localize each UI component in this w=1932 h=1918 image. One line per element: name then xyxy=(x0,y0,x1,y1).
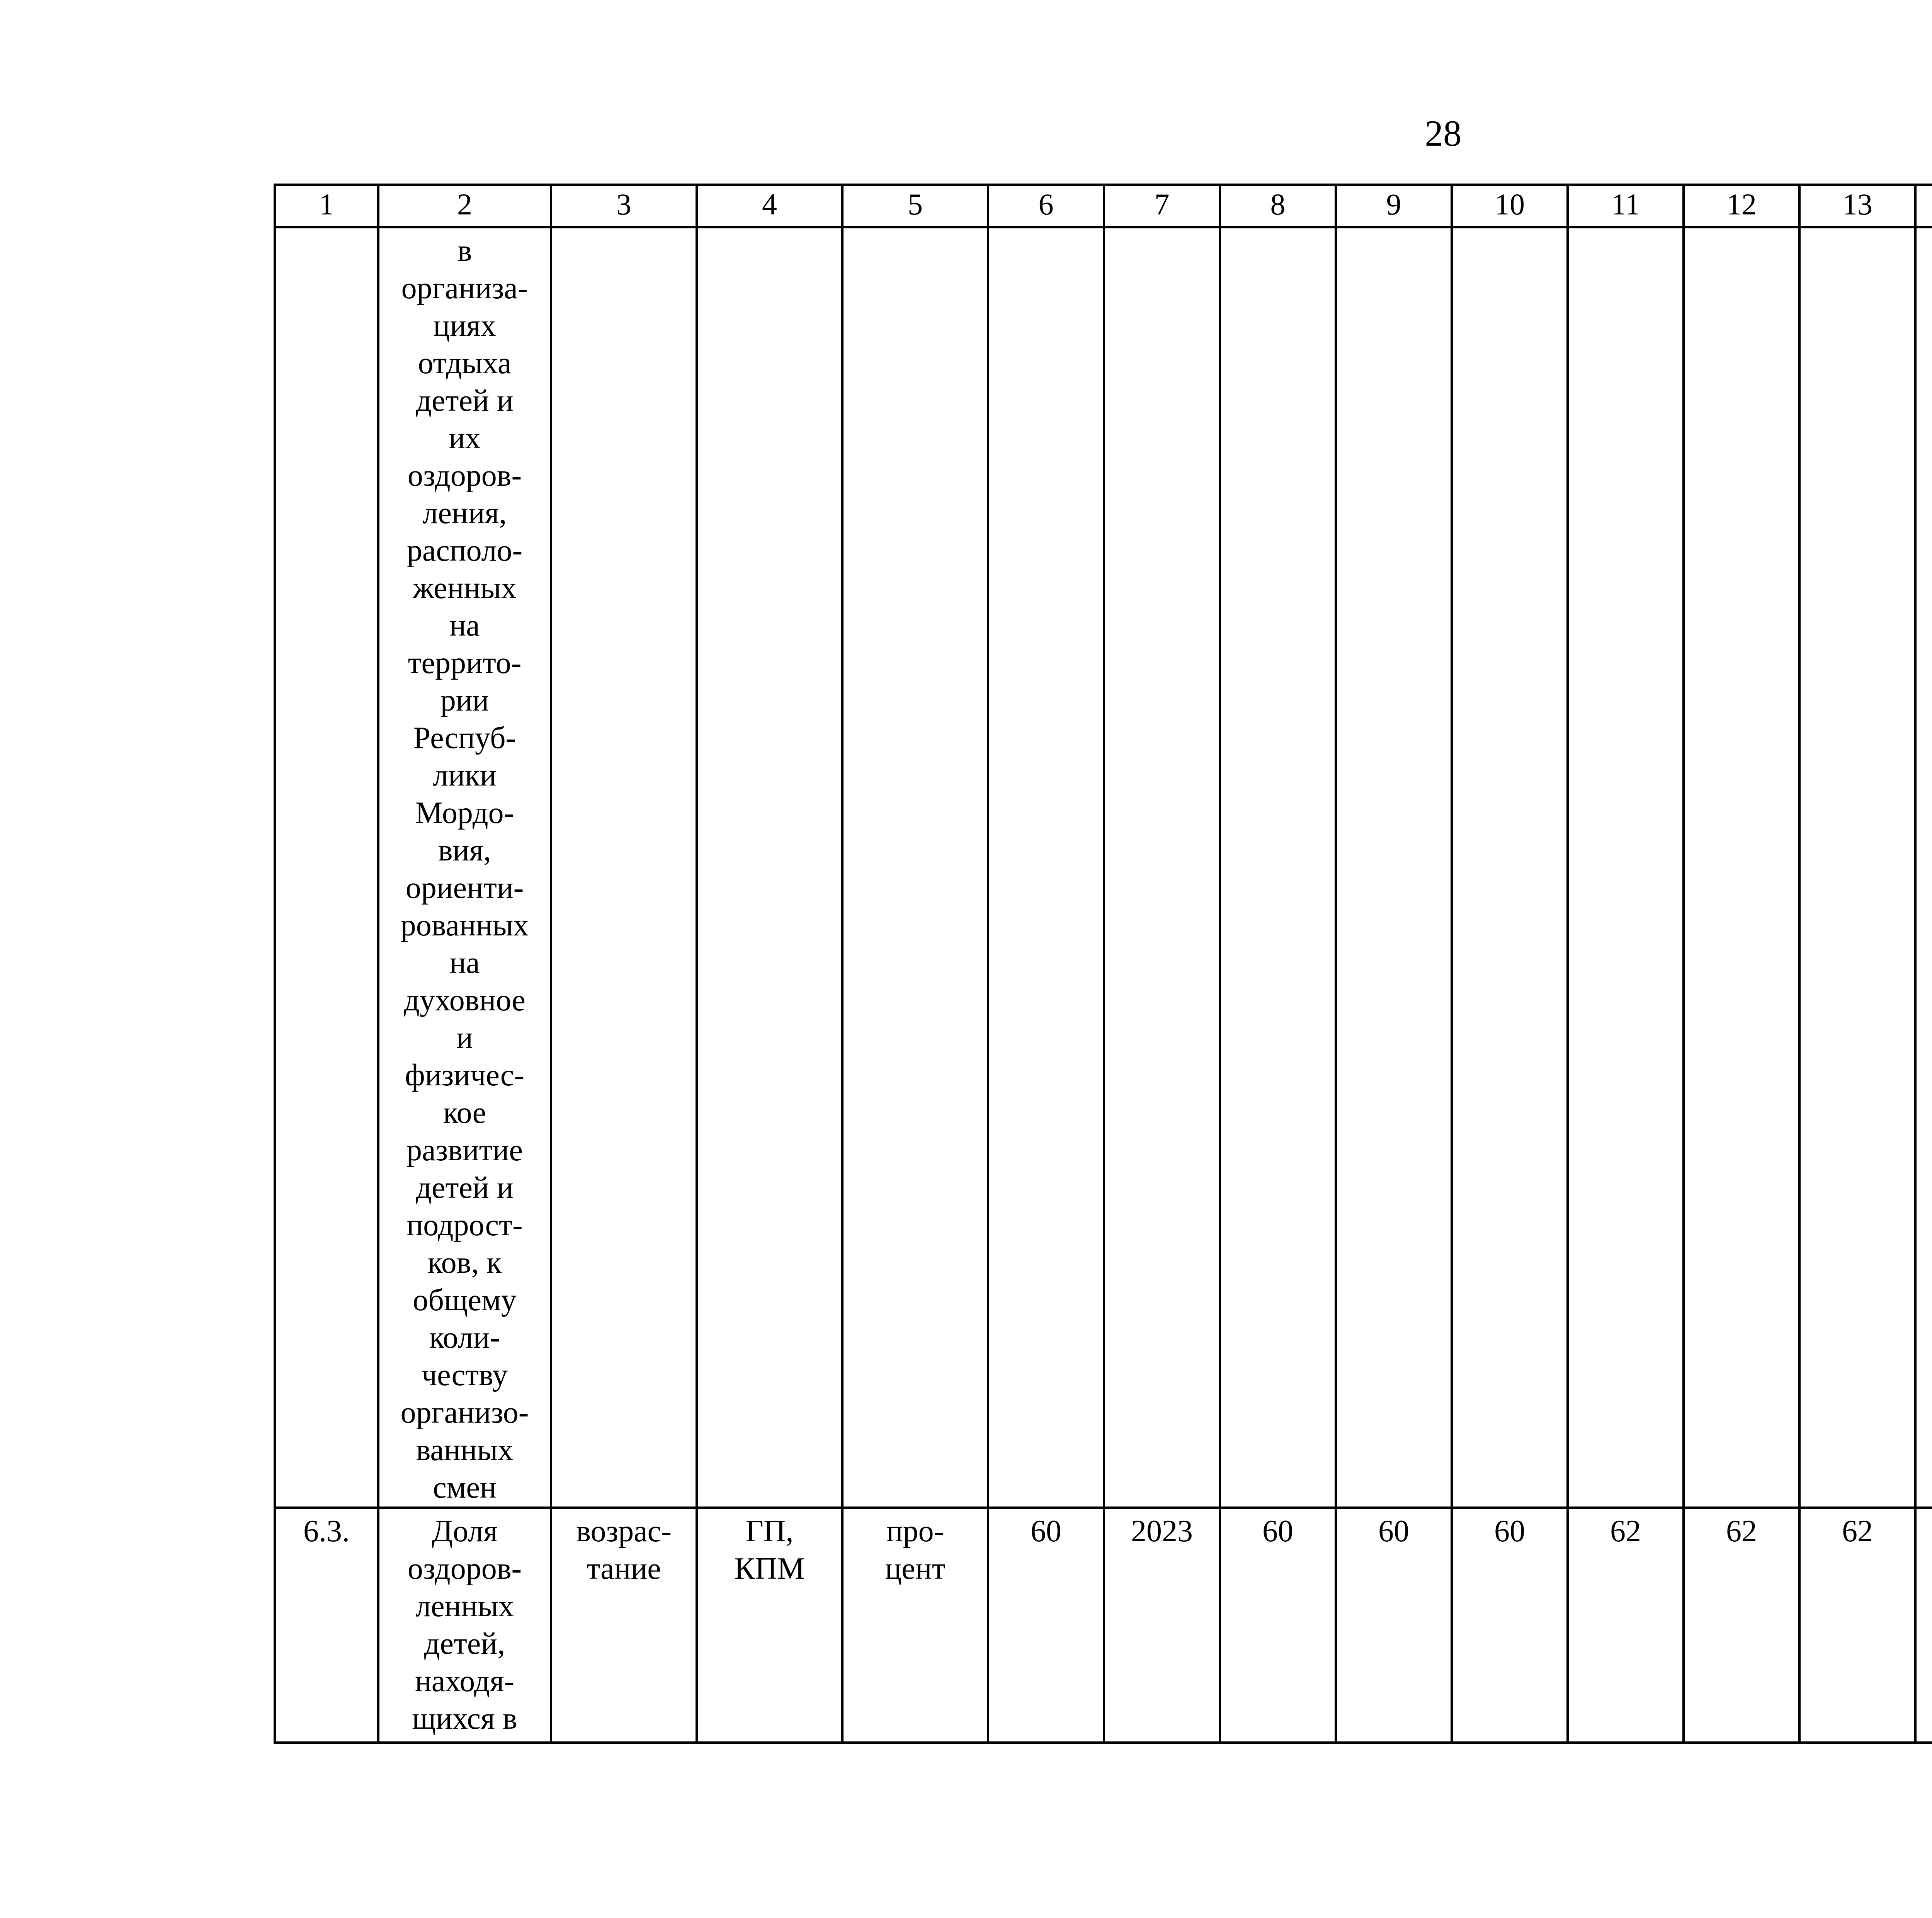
cell-text-line: тание xyxy=(587,1552,661,1586)
cell-text-line: оздоров- xyxy=(407,459,522,493)
cell-text-line: 62 xyxy=(1726,1514,1757,1548)
column-number-cell: 11 xyxy=(1568,185,1684,227)
column-number-row xyxy=(275,185,1932,227)
cell-text-line: их xyxy=(449,421,481,455)
cell-text-line: честву xyxy=(421,1358,508,1392)
column-number-cell: 9 xyxy=(1336,185,1452,227)
cell-text-line: физичес- xyxy=(405,1058,524,1092)
base-value-cell xyxy=(988,1508,1104,1743)
column-number-cell: 10 xyxy=(1452,185,1568,227)
cell-text-line: Мордо- xyxy=(415,796,514,830)
cell-text-line xyxy=(1919,1513,1932,1550)
cell-text-line: лики xyxy=(433,758,497,792)
cell-text-line: детей и xyxy=(416,1171,514,1205)
cell xyxy=(1220,227,1336,1508)
cell xyxy=(697,227,842,1508)
value-cell xyxy=(1915,1508,1932,1743)
cell xyxy=(1336,227,1452,1508)
cell-text-line: ГП, xyxy=(745,1514,794,1548)
cell-text-line: организа- xyxy=(401,271,528,305)
row-number-cell xyxy=(275,1508,378,1743)
cell-text-line: кое xyxy=(443,1096,486,1130)
column-number-cell: 8 xyxy=(1220,185,1336,227)
value-cell xyxy=(1220,1508,1336,1743)
cell-text-line: 62 xyxy=(1610,1514,1641,1548)
cell-text-line: коли- xyxy=(429,1321,500,1355)
cell-text-line: детей, xyxy=(424,1627,505,1661)
cell xyxy=(1799,227,1915,1508)
value-cell xyxy=(1568,1508,1684,1743)
column-number-cell: 5 xyxy=(842,185,988,227)
indicator-name-cell xyxy=(378,1508,551,1743)
indicator-name-cell xyxy=(378,227,551,1508)
value-cell xyxy=(1684,1508,1799,1743)
continuation-row xyxy=(275,227,1932,1508)
cell-text-line: развитие xyxy=(406,1133,523,1167)
column-number-cell: 4 xyxy=(697,185,842,227)
cell-text-line: располо- xyxy=(406,534,523,568)
cell xyxy=(842,227,988,1508)
cell-text-line: 60 xyxy=(1494,1514,1525,1548)
cell-text-line: Доля xyxy=(432,1514,498,1548)
cell xyxy=(1684,227,1799,1508)
row-number-cell xyxy=(275,227,378,1508)
cell-text-line: террито- xyxy=(408,646,522,680)
cell-text-line: ков, к xyxy=(427,1246,502,1280)
cell xyxy=(1915,227,1932,1508)
column-number-cell: 2 xyxy=(378,185,551,227)
value-cell xyxy=(1799,1508,1915,1743)
indicator-row-6-3 xyxy=(275,1508,1932,1743)
value-cell xyxy=(1452,1508,1568,1743)
column-number-cell: 1 xyxy=(275,185,378,227)
column-number-cell: 6 xyxy=(988,185,1104,227)
cell-text-line: организо- xyxy=(400,1396,529,1430)
cell-text-line: 6.3. xyxy=(303,1514,350,1548)
cell-text-line: на xyxy=(449,946,480,980)
cell xyxy=(551,227,697,1508)
trend-cell xyxy=(551,1508,697,1743)
cell-text-line: оздоров- xyxy=(407,1552,522,1586)
value-cell xyxy=(1336,1508,1452,1743)
cell-text-line: на xyxy=(449,609,480,643)
cell-text-line: возрас- xyxy=(576,1514,672,1548)
cell-text-line: 62 xyxy=(1842,1514,1873,1548)
column-number-cell: 13 xyxy=(1799,185,1915,227)
cell-text-line: духовное xyxy=(404,983,526,1017)
cell-text-line: цент xyxy=(885,1552,946,1586)
cell-text-line: вия, xyxy=(438,833,492,867)
cell xyxy=(1104,227,1220,1508)
base-year-cell xyxy=(1104,1508,1220,1743)
cell-text-line: 2023 xyxy=(1131,1514,1193,1548)
page-number: 28 xyxy=(1425,113,1462,154)
cell-text-line: щихся в xyxy=(412,1702,517,1736)
cell-text-line: женных xyxy=(412,571,517,605)
cell-text-line: и xyxy=(456,1021,473,1055)
unit-cell xyxy=(842,1508,988,1743)
column-number-cell xyxy=(1915,185,1932,227)
column-number-cell: 3 xyxy=(551,185,697,227)
cell-text-line: ванных xyxy=(416,1433,514,1467)
cell-text-line: ления, xyxy=(422,496,507,530)
column-number-cell: 12 xyxy=(1684,185,1799,227)
cell-text-line: про- xyxy=(886,1514,944,1548)
cell-text-line: 60 xyxy=(1262,1514,1293,1548)
cell-text-line: ориенти- xyxy=(405,871,524,905)
cell-text-line: детей и xyxy=(416,384,514,418)
cell-text-line: ленных xyxy=(415,1589,514,1623)
cell-text-line: в xyxy=(457,234,472,268)
indicators-table xyxy=(274,184,1932,1744)
cell-text-line: циях xyxy=(433,309,496,343)
cell-text-line: находя- xyxy=(415,1664,515,1698)
cell-text-line: КПМ xyxy=(734,1552,805,1586)
cell-text-line: отдыха xyxy=(418,346,512,380)
cell xyxy=(988,227,1104,1508)
cell-text-line: рованных xyxy=(400,908,529,942)
cell-text-line: 60 xyxy=(1031,1514,1061,1548)
level-cell xyxy=(697,1508,842,1743)
cell-text-line: общему xyxy=(413,1283,517,1317)
cell-text-line: рии xyxy=(440,684,489,718)
cell xyxy=(1452,227,1568,1508)
column-number-cell: 7 xyxy=(1104,185,1220,227)
cell-text-line: подрост- xyxy=(406,1208,523,1242)
cell-text-line: 60 xyxy=(1378,1514,1409,1548)
cell-text-line: Респуб- xyxy=(413,721,516,755)
cell xyxy=(1568,227,1684,1508)
cell-text-line: смен xyxy=(433,1471,497,1505)
